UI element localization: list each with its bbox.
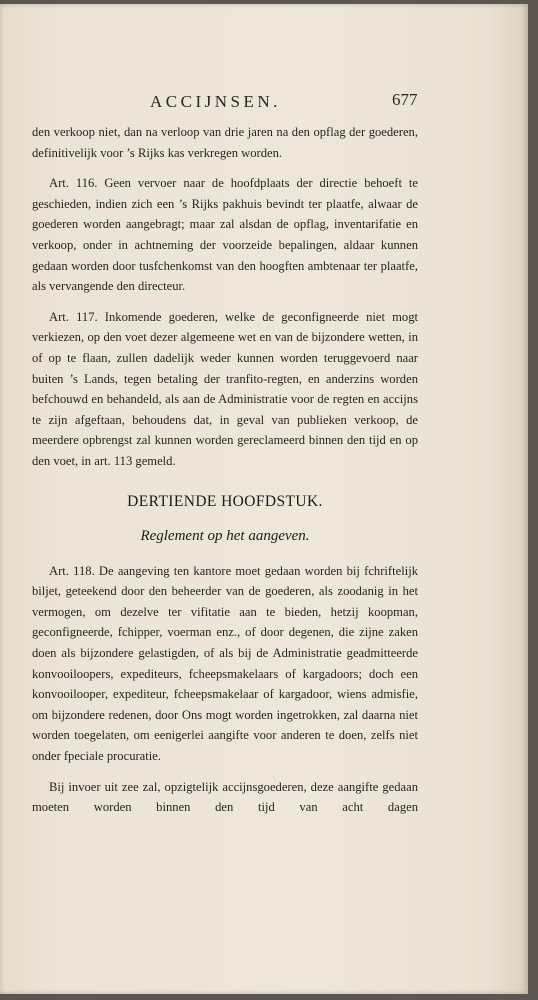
paragraph-invoer: Bij invoer uit zee zal, opzigtelijk accijnsgoederen, deze aangifte gedaan moeten worden binnen den tijd van acht dagen xyxy=(32,779,418,815)
section-heading: Reglement op het aangeven. xyxy=(140,528,310,545)
chapter-heading: DERTIENDE HOOFDSTUK. xyxy=(127,492,323,510)
running-head: ACCIJNSEN. xyxy=(150,92,281,111)
body-text xyxy=(32,122,418,828)
paragraph-continuation: den verkoop niet, dan na verloop van drie jaren na den opflag der goederen, definitivelijk voor ’s Rijks kas verkregen worden. xyxy=(32,125,418,160)
paragraph-art-118: Art. 118. De aangeving ten kantore moet gedaan worden bij fchriftelijk biljet, geteekend door den beheerder van de goederen, als zoodanig in het vermogen, om dezelve ter vifitatie aan te bieden, hetzij koopman, geconfigneerde, fchipper, voerman enz., of door degenen, die zijne zaken doen als bijzondere gelastigden, of als bij de Administratie geadmitteerde konvooiloopers, expediteurs, fcheepsmakelaars of kargadoors; doch een konvooilooper, expediteur, fcheepsmakelaar of kargadoor, wiens admisfie, om bijzondere redenen, door Ons mogt worden ingetrokken, zal daarna niet worden toegelaten, om eenigerlei aangifte voor anderen te doen, zelfs niet onder fpeciale procuratie. xyxy=(32,563,418,764)
page-number: 677 xyxy=(392,90,418,109)
book-page xyxy=(0,4,528,994)
paragraph-art-117: Art. 117. Inkomende goederen, welke de geconfigneerde niet mogt verkiezen, op den voet dezer algemeene wet en van de bijzondere wetten, in of op te flaan, zullen dadelijk weder kunnen worden teruggevoerd naar buiten ’s Lands, tegen betaling der tranfito-regten, en anderzins worden befchouwd en behandeld, als aan de Administratie voor de regten en accijns te zijn afgeftaan, behoudens dat, in geval van publieken verkoop, de meerdere opbrengst zal kunnen worden gereclameerd binnen den tijd en op den voet, in art. 113 gemeld. xyxy=(32,309,418,468)
paragraph-art-116: Art. 116. Geen vervoer naar de hoofdplaats der directie behoeft te geschieden, indien zich een ’s Rijks pakhuis bevindt ter plaatfe, alwaar de goederen worden aangebragt; maar zal alsdan de opflag, inventarifatie en verkoop, onder in achtneming der voorzeide bepalingen, aldaar kunnen gedaan worden door tusfchenkomst van den hoogften ambtenaar ter plaatfe, als vervangende den directeur. xyxy=(32,176,418,294)
